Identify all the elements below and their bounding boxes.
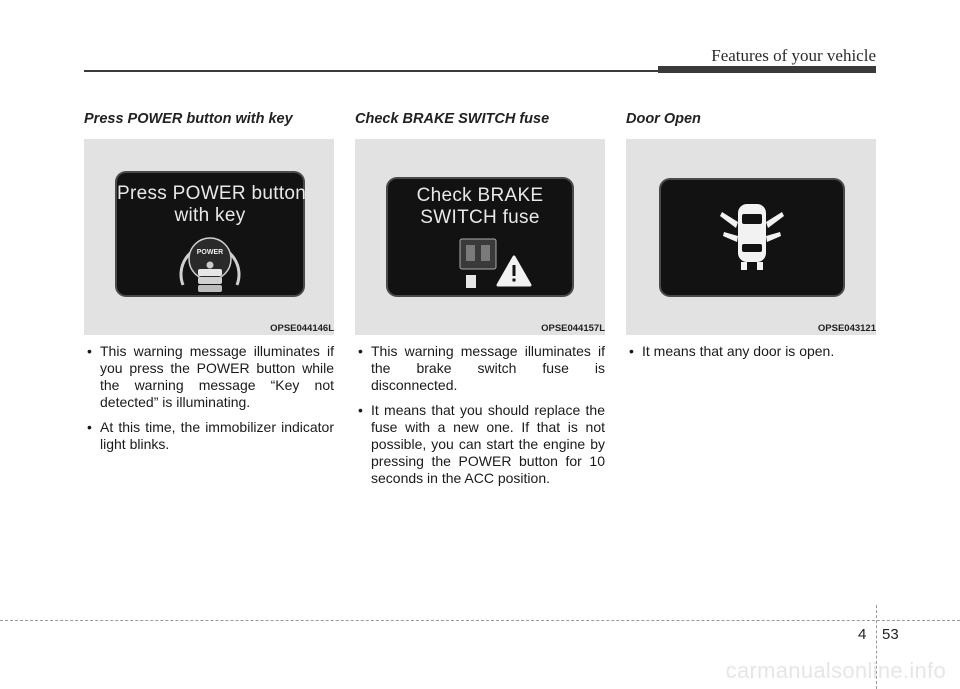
screen-message-line2: with key	[174, 205, 246, 226]
section-heading: Check BRAKE SWITCH fuse	[355, 111, 550, 127]
footer-rule	[0, 620, 960, 621]
page-number: 53	[882, 626, 899, 643]
header-title: Features of your vehicle	[711, 46, 876, 65]
header-rule-accent	[658, 66, 876, 73]
list-item: • At this time, the immobilizer indicator light blinks.	[84, 419, 334, 453]
figure-code: OPSE044146L	[270, 323, 334, 334]
figure-code: OPSE044157L	[541, 323, 605, 334]
power-button-key-icon	[175, 233, 245, 295]
bullet-list	[84, 343, 334, 461]
section-heading: Door Open	[626, 111, 701, 127]
figure-code: OPSE043121	[817, 323, 876, 334]
section-heading: Press POWER button with key	[84, 111, 293, 127]
bullet-list	[355, 343, 605, 495]
power-button-label: POWER	[196, 249, 224, 256]
fuse-warning-icon	[456, 235, 542, 291]
door-open-car-icon	[717, 198, 787, 272]
list-item: • This warning message illuminates if you press the POWER button while the warning message “Key not detected” is illuminating.	[84, 343, 334, 411]
illustration-panel	[84, 139, 334, 335]
list-item: • This warning message illuminates if the brake switch fuse is disconnected.	[355, 343, 605, 394]
bullet-list	[626, 343, 876, 368]
cluster-screen	[661, 180, 843, 295]
list-item: • It means that any door is open.	[626, 343, 876, 360]
cluster-screen	[388, 179, 572, 295]
screen-message-line1: Press POWER button	[117, 183, 307, 204]
illustration-panel	[626, 139, 876, 335]
watermark: carmanualsonline.info	[725, 658, 946, 683]
illustration-panel	[355, 139, 605, 335]
chapter-number: 4	[858, 626, 867, 643]
screen-message-line2: SWITCH fuse	[420, 207, 540, 228]
list-item: • It means that you should replace the fuse with a new one. If that is not possible, you can start the engine by pressing the POWER button for 10 seconds in the ACC position.	[355, 402, 605, 487]
cluster-screen	[117, 173, 307, 295]
screen-message-line1: Check BRAKE	[416, 185, 544, 206]
